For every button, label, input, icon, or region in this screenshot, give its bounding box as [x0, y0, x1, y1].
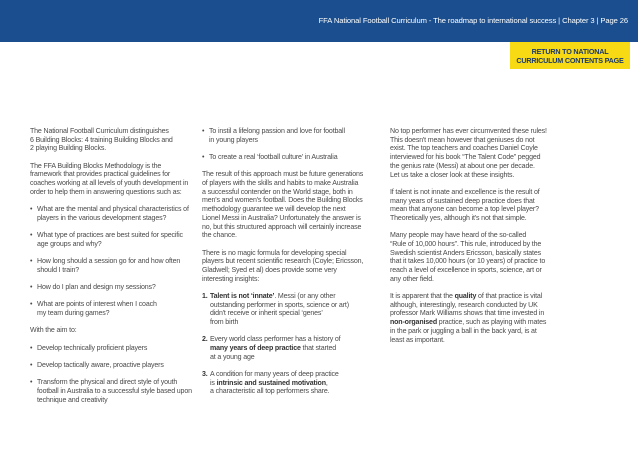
- paragraph: The result of this approach must be future generations of players with the skills and habits to make Australia a successful contender on the World stage, both in men's and women's football. Does the Building Blocks methodology guarantee we will develop the next Lionel Messi in Australia? Unfortunately the answer is no, but this structured approach will certainly increase the chance.: [202, 171, 364, 240]
- numbered-item: 3. A condition for many years of deep practice is intrinsic and sustained motivation, a characteristic all top performers share.: [202, 371, 339, 396]
- return-button-line2: CURRICULUM CONTENTS PAGE: [516, 55, 624, 65]
- numbered-item: 2. Every world class performer has a history of many years of deep practice that started at a young age: [202, 336, 341, 361]
- numbered-item: 1. Talent is not ‘innate’. Messi (or any other outstanding performer in sports, science or art) didn't receive or inherit special ‘genes’ from birth: [202, 292, 349, 327]
- bullet-icon: •: [30, 362, 33, 369]
- header-title: FFA National Football Curriculum - The roadmap to international success | Chapter 3 | Page 26: [318, 16, 628, 25]
- bullet-icon: •: [30, 379, 33, 387]
- bullet-icon: •: [202, 128, 205, 135]
- list-item: • How do I plan and design my sessions?: [30, 284, 156, 292]
- column-2: [202, 128, 380, 406]
- list-item: • To instil a lifelong passion and love for football in young players: [202, 128, 345, 144]
- bullet-icon: •: [30, 344, 33, 352]
- paragraph: The FFA Building Blocks Methodology is the framework that provides practical guidelines for coaches working at all levels of youth development in order to help them in answering questions such as:: [30, 162, 189, 196]
- paragraph: It is apparent that the quality of that practice is vital although, interestingly, research conducted by UK professor Mark Williams shows that time invested in non-organised practice, such as playing with mates in the park or juggling a ball in the back yard, is at least as important.: [390, 293, 547, 344]
- bullet-icon: •: [30, 284, 33, 292]
- list-item: • What are points of interest when I coach my team during games?: [30, 301, 157, 318]
- list-item: • Develop tactically aware, proactive players: [30, 362, 164, 369]
- list-item: • To create a real ‘football culture’ in Australia: [202, 154, 338, 161]
- bullet-icon: •: [30, 258, 33, 266]
- paragraph: The National Football Curriculum distinguishes 6 Building Blocks: 4 training Building Blocks and 2 playing Building Blocks.: [30, 128, 173, 153]
- paragraph: No top performer has ever circumvented these rules! This doesn't mean however that geniuses do not exist. The top teachers and coaches Daniel Coyle interviewed for his book “The Talent Code” pegged the genius rate (Messi) at about one per decade. Let us take a closer look at these insights.: [390, 128, 547, 179]
- bullet-icon: •: [202, 154, 205, 161]
- list-item: • How long should a session go for and how often should I train?: [30, 258, 181, 274]
- bullet-icon: •: [30, 301, 33, 309]
- header-banner: [0, 0, 638, 42]
- list-item: • What are the mental and physical characteristics of players in the various development stages?: [30, 206, 189, 222]
- paragraph: Many people may have heard of the so-called “Rule of 10,000 hours”. This rule, introduced by the Swedish scientist Anders Ericsson, basically states that it takes 10,000 hours (or 10 years) of practice to reach a level of excellence in sports, science, art or any other field.: [390, 232, 546, 283]
- paragraph: If talent is not innate and excellence is the result of many years of sustained deep practice does that mean that anyone can become a top level player? Theoretically yes, although it's not that simple.: [390, 188, 540, 222]
- paragraph: There is no magic formula for developing special players but recent scientific research (Coyle; Ericsson, Gladwell; Syed et al) does provide some very interesting insights:: [202, 249, 364, 283]
- bullet-icon: •: [30, 232, 33, 240]
- list-item: • Transform the physical and direct style of youth football in Australia to a successful style based upon technique and creativity: [30, 379, 192, 404]
- return-to-contents-button[interactable]: [510, 42, 630, 69]
- column-1: [30, 128, 195, 414]
- column-3: [390, 128, 575, 354]
- list-item: • What type of practices are best suited for specific age groups and why?: [30, 232, 183, 248]
- paragraph: With the aim to:: [30, 327, 77, 335]
- list-item: • Develop technically proficient players: [30, 344, 148, 352]
- bullet-icon: •: [30, 206, 33, 214]
- return-button-line1: RETURN TO NATIONAL: [531, 46, 609, 56]
